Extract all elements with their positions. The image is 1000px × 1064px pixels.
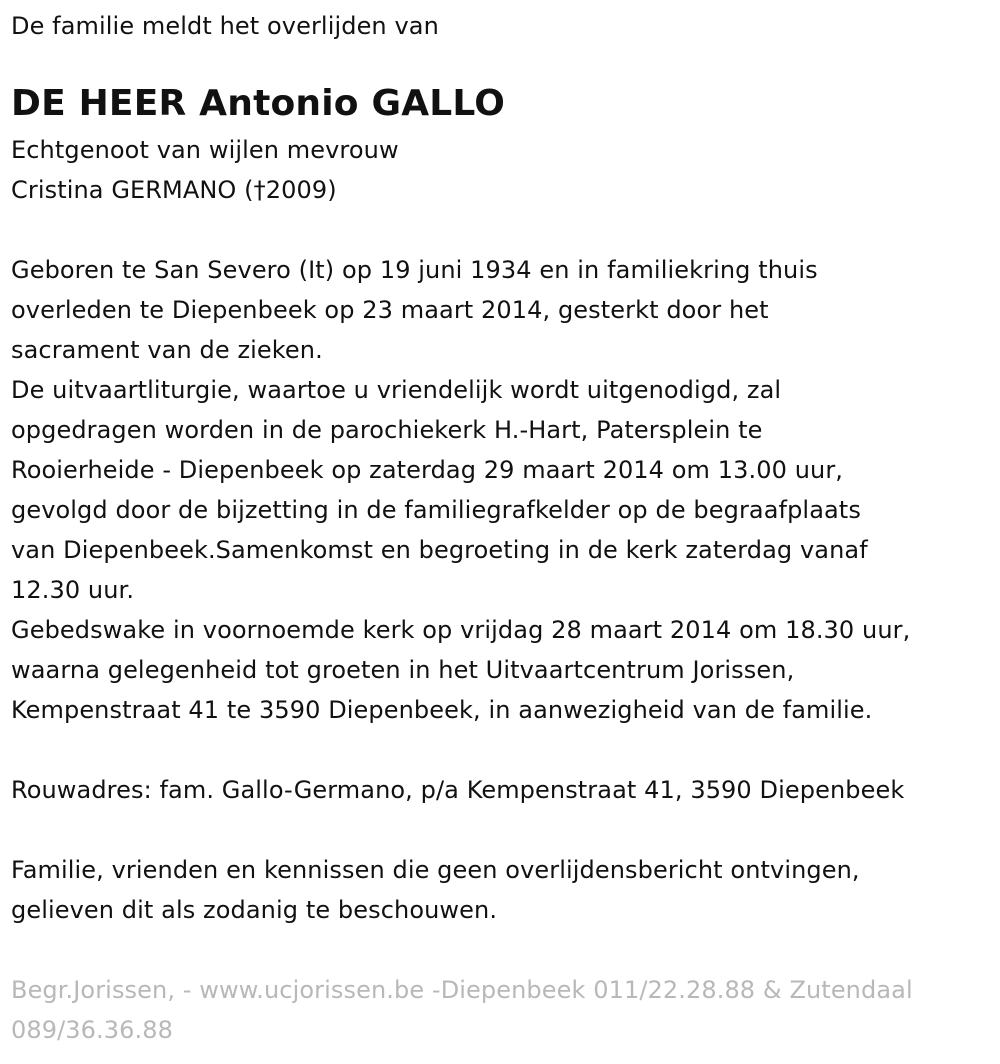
details-line: waarna gelegenheid tot groeten in het Uitvaartcentrum Jorissen, — [11, 656, 795, 684]
details-line: Kempenstraat 41 te 3590 Diepenbeek, in aanwezigheid van de familie. — [11, 696, 873, 724]
spacer — [11, 930, 996, 970]
details-line: sacrament van de zieken. — [11, 336, 323, 364]
mourning-address: Rouwadres: fam. Gallo-Germano, p/a Kempenstraat 41, 3590 Diepenbeek — [11, 776, 905, 804]
deceased-name: DE HEER Antonio GALLO — [11, 83, 506, 124]
spouse-line: Echtgenoot van wijlen mevrouw — [11, 136, 399, 164]
notice-block — [11, 850, 996, 930]
footer-line: Begr.Jorissen, - www.ucjorissen.be -Diepenbeek 011/22.28.88 & Zutendaal — [11, 976, 913, 1004]
details-line: 12.30 uur. — [11, 576, 135, 604]
spacer — [11, 730, 996, 770]
details-line: Geboren te San Severo (It) op 19 juni 1934 en in familiekring thuis — [11, 256, 818, 284]
funeral-details — [11, 250, 996, 730]
details-line: overleden te Diepenbeek op 23 maart 2014, gesterkt door het — [11, 296, 769, 324]
details-line: van Diepenbeek.Samenkomst en begroeting in de kerk zaterdag vanaf — [11, 536, 868, 564]
spacer — [11, 810, 996, 850]
details-line: opgedragen worden in de parochiekerk H.-Hart, Patersplein te — [11, 416, 763, 444]
funeral-home-footer — [11, 970, 996, 1050]
notice-line: gelieven dit als zodanig te beschouwen. — [11, 896, 498, 924]
spouse-block — [11, 130, 996, 210]
spacer — [11, 210, 996, 250]
details-line: Gebedswake in voornoemde kerk op vrijdag 28 maart 2014 om 18.30 uur, — [11, 616, 911, 644]
notice-line: Familie, vrienden en kennissen die geen overlijdensbericht ontvingen, — [11, 856, 860, 884]
footer-line: 089/36.36.88 — [11, 1016, 173, 1044]
intro-text: De familie meldt het overlijden van — [11, 12, 439, 40]
obituary-notice — [11, 6, 996, 1050]
details-line: De uitvaartliturgie, waartoe u vriendelijk wordt uitgenodigd, zal — [11, 376, 782, 404]
details-line: gevolgd door de bijzetting in de familiegrafkelder op de begraafplaats — [11, 496, 861, 524]
details-line: Rooierheide - Diepenbeek op zaterdag 29 maart 2014 om 13.00 uur, — [11, 456, 844, 484]
spouse-name-line: Cristina GERMANO (†2009) — [11, 176, 337, 204]
